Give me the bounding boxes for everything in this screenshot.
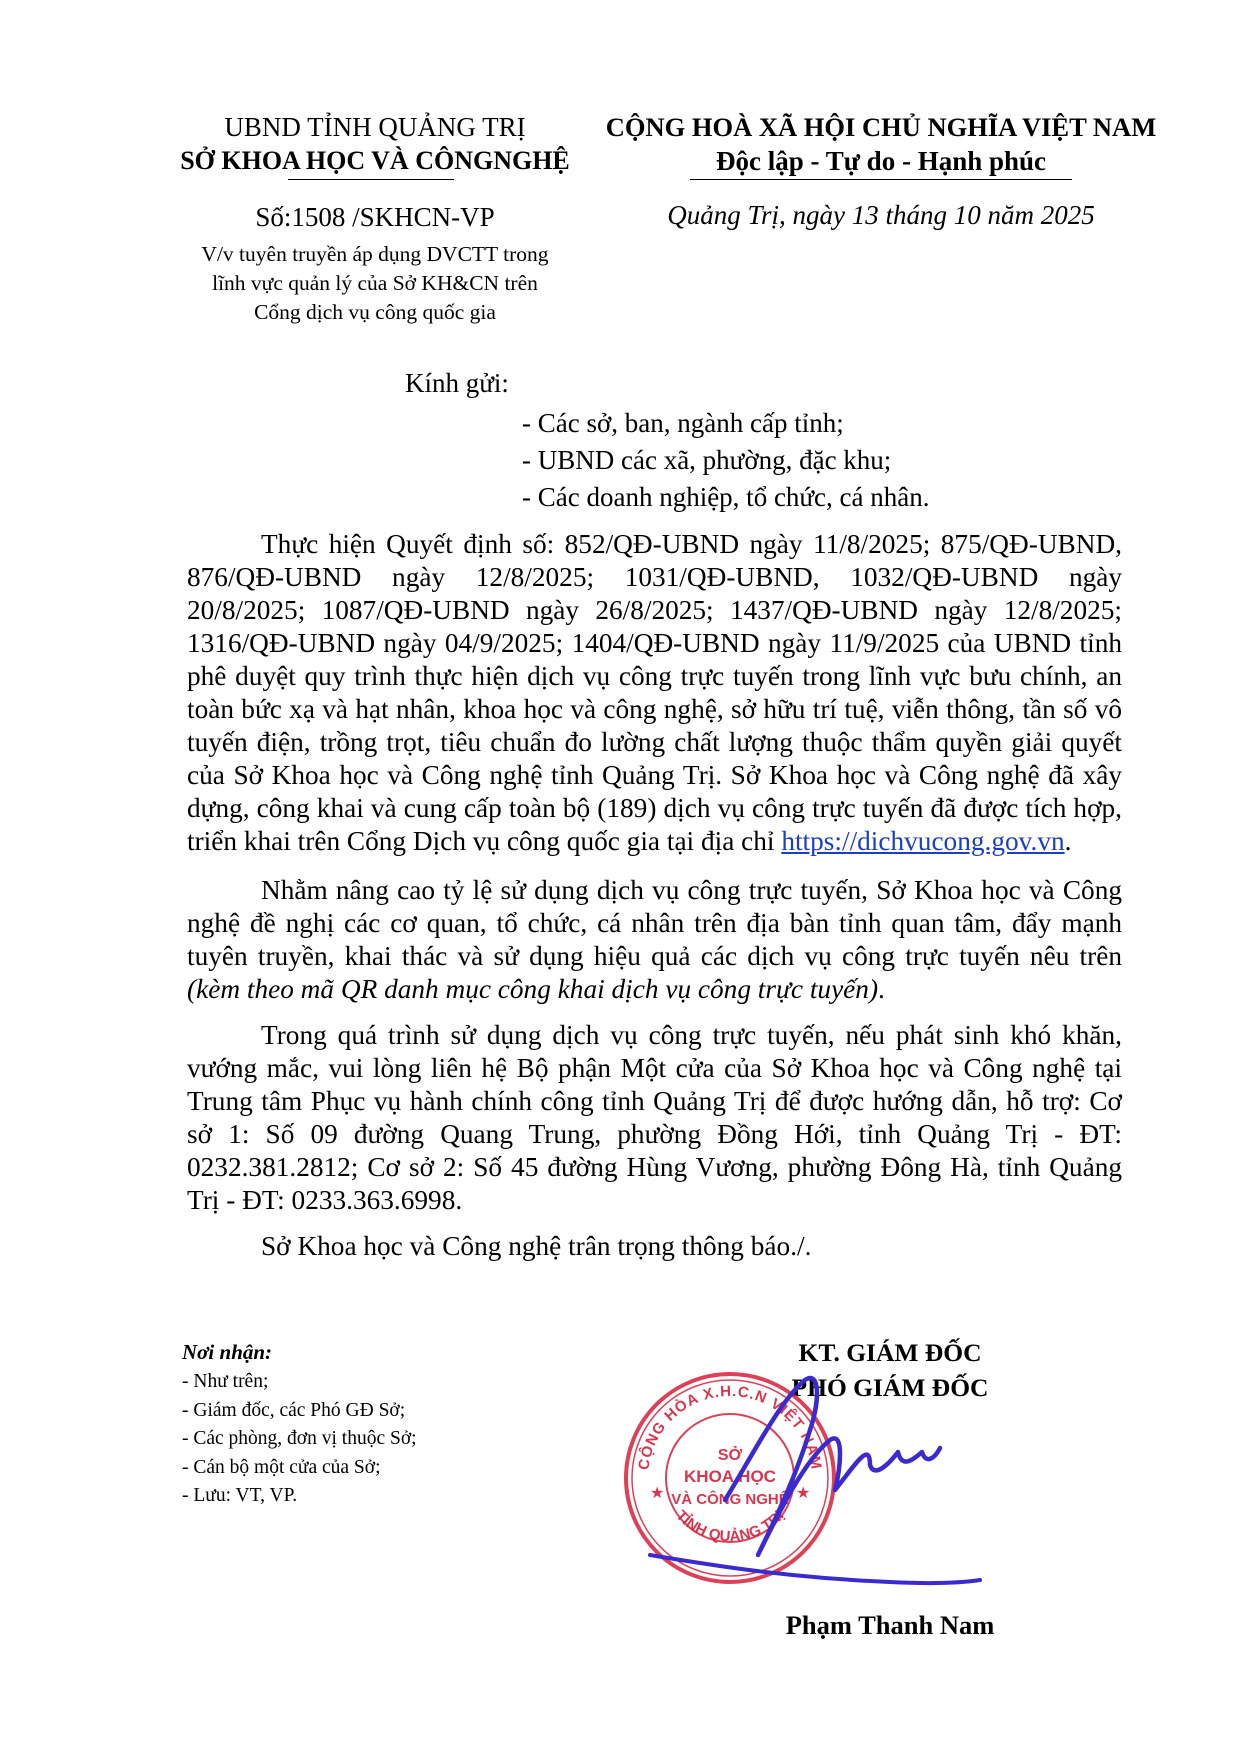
stamp-center-line: VÀ CÔNG NGHỆ xyxy=(671,1491,789,1508)
subject-line: Cổng dịch vụ công quốc gia xyxy=(254,300,496,324)
stamp-center-line: KHOA HỌC xyxy=(684,1467,776,1486)
national-motto: Độc lập - Tự do - Hạnh phúc xyxy=(715,146,1047,176)
paragraph-end: . xyxy=(878,974,885,1004)
cc-title: Nơi nhận: xyxy=(182,1340,273,1364)
stamp-ring-text: CỘNG HÒA X.H.C.N VIỆT NAM xyxy=(635,1382,825,1472)
stamp-center-line: SỞ xyxy=(717,1447,743,1464)
recipient-item: - Các sở, ban, ngành cấp tỉnh; xyxy=(522,408,844,438)
dichvucong-link[interactable]: https://dichvucong.gov.vn xyxy=(781,826,1065,856)
stamp-province-text: TỈNH QUẢNG TRỊ xyxy=(672,1507,788,1546)
qr-attachment-note: (kèm theo mã QR danh mục công khai dịch vụ công trực tuyến) xyxy=(187,974,879,1004)
cc-list xyxy=(182,1368,417,1511)
body-paragraph-3: Trong quá trình sử dụng dịch vụ công trực tuyến, nếu phát sinh khó khăn, vướng mắc, vui lòng liên hệ Bộ phận Một cửa của Sở Khoa học và Công nghệ tại Trung tâm Phục vụ hành chính công tỉnh Quảng Trị để được hướng dẫn, hỗ trợ: Cơ sở 1: Số 09 đường Quang Trung, phường Đồng Hới, tỉnh Quảng Trị - ĐT: 0232.381.2812; Cơ sở 2: Số 45 đường Hùng Vương, phường Đông Hà, tỉnh Quảng Trị - ĐT: 0233.363.6998. xyxy=(187,1020,1122,1215)
document-date: Quảng Trị, ngày 13 tháng 10 năm 2025 xyxy=(667,200,1095,230)
cc-item: - Lưu: VT, VP. xyxy=(182,1485,298,1506)
issuing-authority: UBND TỈNH QUẢNG TRỊ xyxy=(224,112,526,142)
subject-line: V/v tuyên truyền áp dụng DVCTT trong xyxy=(201,242,549,266)
body-paragraph-4: Sở Khoa học và Công nghệ trân trọng thông báo./. xyxy=(261,1231,812,1261)
subject-line: lĩnh vực quản lý của Sở KH&CN trên xyxy=(212,271,538,295)
signer-authority: KT. GIÁM ĐỐC xyxy=(798,1338,982,1367)
cc-item: - Giám đốc, các Phó GĐ Sở; xyxy=(182,1399,406,1421)
document-number: Số:1508 /SKHCN-VP xyxy=(255,202,495,232)
stamp-star-icon: ★ xyxy=(796,1485,811,1502)
handwritten-signature xyxy=(630,1340,1050,1590)
cc-item: - Như trên; xyxy=(182,1371,269,1392)
document-subject xyxy=(150,240,600,327)
cc-item: - Cán bộ một cửa của Sở; xyxy=(182,1456,381,1478)
department-underline xyxy=(288,179,454,180)
document-body xyxy=(187,528,1122,1276)
greeting: Kính gửi: xyxy=(405,368,509,398)
signer-position: PHÓ GIÁM ĐỐC xyxy=(791,1373,989,1402)
paragraph-text: Nhằm nâng cao tỷ lệ sử dụng dịch vụ công trực tuyến, Sở Khoa học và Công nghệ đề nghị các cơ quan, tổ chức, cá nhân trên địa bàn tỉnh quan tâm, đẩy mạnh tuyên truyền, khai thác và sử dụng hiệu quả các dịch vụ công trực tuyến nêu trên xyxy=(187,875,1122,971)
body-paragraph-1 xyxy=(187,528,1122,858)
motto-underline xyxy=(690,179,1072,180)
signer-name: Phạm Thanh Nam xyxy=(785,1610,995,1640)
recipient-item: - Các doanh nghiệp, tổ chức, cá nhân. xyxy=(522,482,930,512)
paragraph-text: Thực hiện Quyết định số: 852/QĐ-UBND ngày 11/8/2025; 875/QĐ-UBND, 876/QĐ-UBND ngày 12/8/2025; 1031/QĐ-UBND, 1032/QĐ-UBND ngày 20/8/2025; 1087/QĐ-UBND ngày 26/8/2025; 1437/QĐ-UBND ngày 12/8/2025; 1316/QĐ-UBND ngày 04/9/2025; 1404/QĐ-UBND ngày 11/9/2025 của UBND tỉnh phê duyệt quy trình thực hiện dịch vụ công trực tuyến trong lĩnh vực bưu chính, an toàn bức xạ và hạt nhân, khoa học và công nghệ, sở hữu trí tuệ, viễn thông, tần số vô tuyến điện, trồng trọt, tiêu chuẩn đo lường chất lượng thuộc thẩm quyền giải quyết của Sở Khoa học và Công nghệ tỉnh Quảng Trị. Sở Khoa học và Công nghệ đã xây dựng, công khai và cung cấp toàn bộ (189) dịch vụ công trực tuyến đã được tích hợp, triển khai trên Cổng Dịch vụ công quốc gia tại địa chỉ xyxy=(187,529,1122,856)
recipient-item: - UBND các xã, phường, đặc khu; xyxy=(522,445,892,475)
body-paragraph-2 xyxy=(187,874,1122,1006)
issuing-department: SỞ KHOA HỌC VÀ CÔNGNGHỆ xyxy=(180,146,570,175)
cc-item: - Các phòng, đơn vị thuộc Sở; xyxy=(182,1428,417,1449)
paragraph-end: . xyxy=(1064,826,1072,856)
recipient-list xyxy=(522,405,930,516)
national-title: CỘNG HOÀ XÃ HỘI CHỦ NGHĨA VIỆT NAM xyxy=(605,112,1157,142)
stamp-star-icon: ★ xyxy=(650,1485,665,1502)
